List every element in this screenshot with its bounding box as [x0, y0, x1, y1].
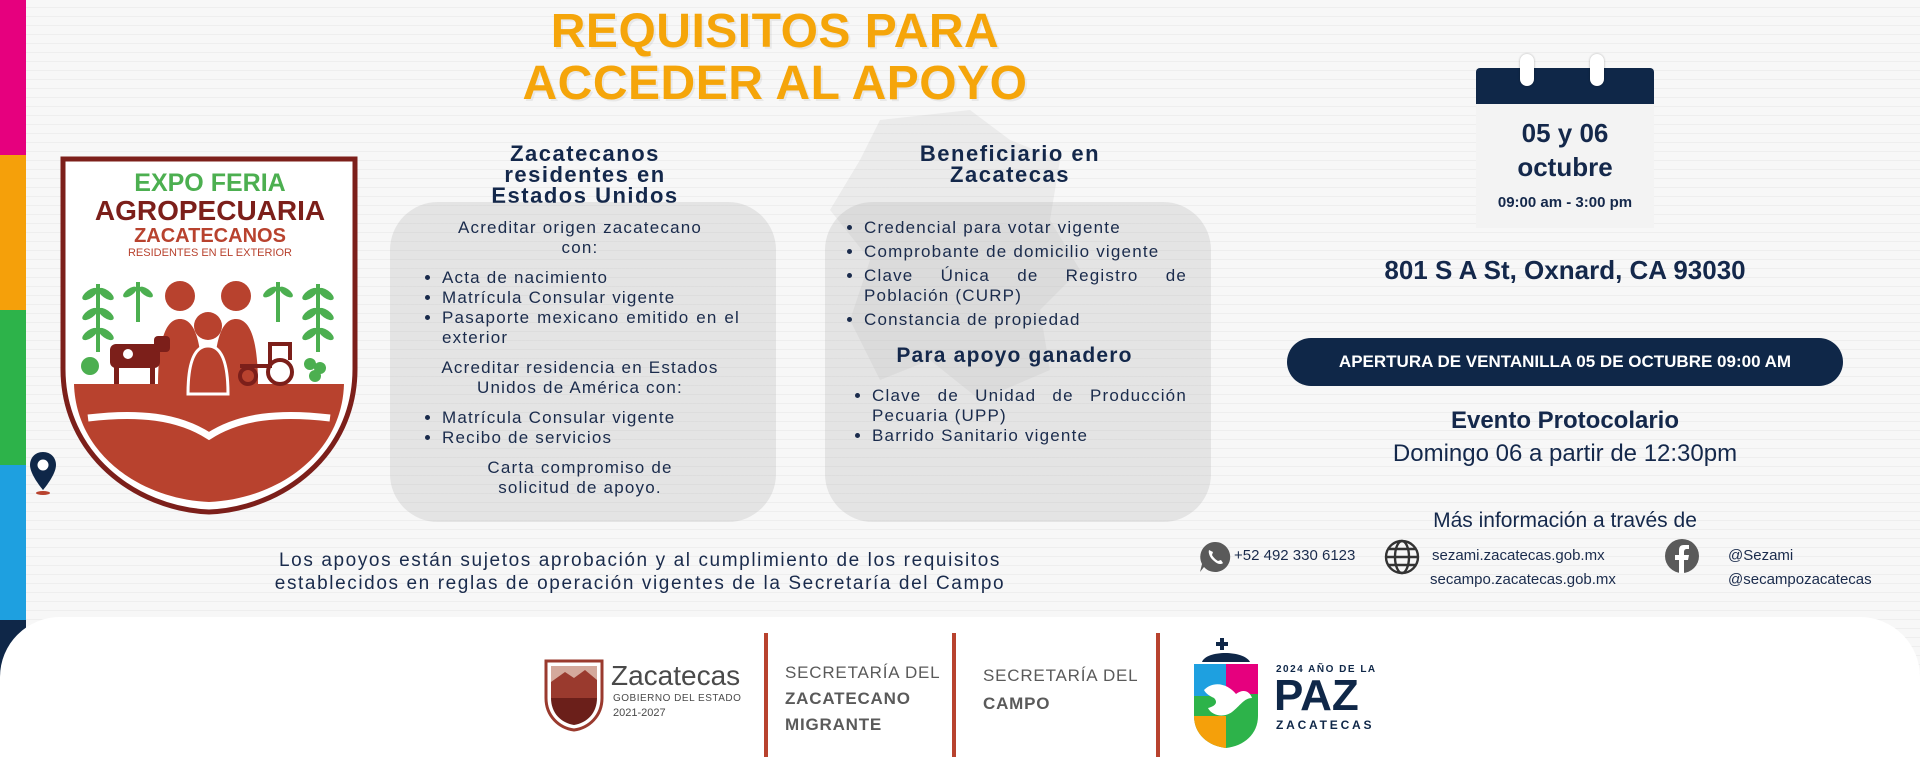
color-stripe-orange [0, 155, 26, 310]
list-item: • Comprobante de domicilio vigente [864, 242, 1187, 262]
expo-logo-line4: RESIDENTES EN EL EXTERIOR [127, 247, 293, 259]
calendar-ring-icon [1590, 54, 1604, 86]
disclaimer: Los apoyos están sujetos aprobación y al cumplimiento de los requisitos establecidos en reglas de operación vigentes de la Secretaría del Campo [274, 550, 1006, 594]
contact-social-sezami[interactable]: @Sezami [1728, 547, 1794, 564]
gov-sub2: 2021-2027 [613, 707, 666, 719]
contact-web-secampo[interactable]: secampo.zacatecas.gob.mx [1430, 571, 1616, 588]
list-item: • Clave de Unidad de Producción Pecuaria (UPP) [872, 386, 1187, 426]
contact-web-sezami[interactable]: sezami.zacatecas.gob.mx [1432, 547, 1605, 564]
col-us-list1 [420, 268, 740, 348]
list-item: • Clave Única de Registro de Población (CURP) [864, 266, 1187, 306]
expo-logo-text [60, 170, 360, 260]
paz-main: PAZ [1274, 671, 1359, 720]
expo-logo-line2: AGROPECUARIA [94, 195, 326, 226]
footer-divider [1156, 633, 1160, 757]
facebook-icon [1664, 538, 1700, 574]
gov-sub1: GOBIERNO DEL ESTADO [613, 693, 742, 704]
contact-social-secampo[interactable]: @secampozacatecas [1728, 571, 1872, 588]
opening-banner: APERTURA DE VENTANILLA 05 DE OCTUBRE 09:00 AM [1287, 338, 1843, 386]
col-us-sub1: Acreditar origen zacatecano con: [457, 218, 703, 257]
calendar-header [1476, 68, 1654, 104]
contact-phone[interactable]: +52 492 330 6123 [1234, 547, 1356, 564]
location-pin-icon [28, 450, 58, 496]
event-address: 801 S A St, Oxnard, CA 93030 [1384, 255, 1746, 285]
event-date-days: 05 y 06 [1521, 118, 1609, 148]
paz-sub: ZACATECAS [1276, 718, 1375, 732]
protocol-time: Domingo 06 a partir de 12:30pm [1392, 440, 1738, 467]
col-us-heading: Zacatecanos residentes en Estados Unidos [491, 141, 679, 208]
col-zac-list1 [842, 218, 1187, 330]
col-zac-list2 [842, 386, 1187, 446]
event-date-month: octubre [1517, 152, 1613, 182]
footer-divider [764, 633, 768, 757]
col-zac-heading: Beneficiario en Zacatecas [919, 141, 1101, 187]
gov-name: Zacatecas [611, 660, 741, 691]
list-item: • Matrícula Consular vigente [442, 288, 740, 308]
expo-logo-line1: EXPO FERIA [134, 169, 286, 197]
calendar-ring-icon [1520, 54, 1534, 86]
color-stripe-pink [0, 0, 26, 155]
protocol-title: Evento Protocolario [1450, 407, 1680, 434]
col-us-sub2: Acreditar residencia en Estados Unidos de América con: [441, 358, 719, 397]
list-item: • Barrido Sanitario vigente [872, 426, 1187, 446]
col-us-content [420, 218, 740, 498]
color-stripe-blue [0, 465, 26, 620]
sec-migrante-logo-text: SECRETARÍA DEL ZACATECANO MIGRANTE [785, 663, 941, 734]
list-item: • Constancia de propiedad [864, 310, 1187, 330]
calendar-card [1476, 68, 1654, 228]
whatsapp-icon [1198, 540, 1232, 574]
footer-divider [952, 633, 956, 757]
expo-logo-line3: ZACATECANOS [134, 225, 286, 247]
color-stripe-green [0, 310, 26, 465]
col-zac-sub2: Para apoyo ganadero [896, 344, 1133, 367]
sec-campo-logo-text: SECRETARÍA DEL CAMPO [983, 666, 1139, 713]
paz-top: 2024 AÑO DE LA [1276, 664, 1377, 675]
globe-icon [1383, 538, 1421, 576]
footer-band [0, 617, 1920, 773]
list-item: • Acta de nacimiento [442, 268, 740, 288]
col-zac-content [842, 218, 1187, 446]
contact-heading: Más información a través de [1433, 509, 1697, 532]
list-item: • Pasaporte mexicano emitido en el exterior [442, 308, 740, 348]
list-item: • Recibo de servicios [442, 428, 740, 448]
col-us-list2 [420, 408, 740, 448]
zacatecas-government-logo-icon [543, 658, 605, 732]
paz-dove-logo-icon [1188, 636, 1264, 750]
list-item: • Matrícula Consular vigente [442, 408, 740, 428]
col-us-sub3: Carta compromiso de solicitud de apoyo. [487, 458, 673, 497]
list-item: • Credencial para votar vigente [864, 218, 1187, 238]
event-hours: 09:00 am - 3:00 pm [1497, 194, 1633, 211]
page-title: REQUISITOS PARA ACCEDER AL APOYO [522, 5, 1028, 110]
